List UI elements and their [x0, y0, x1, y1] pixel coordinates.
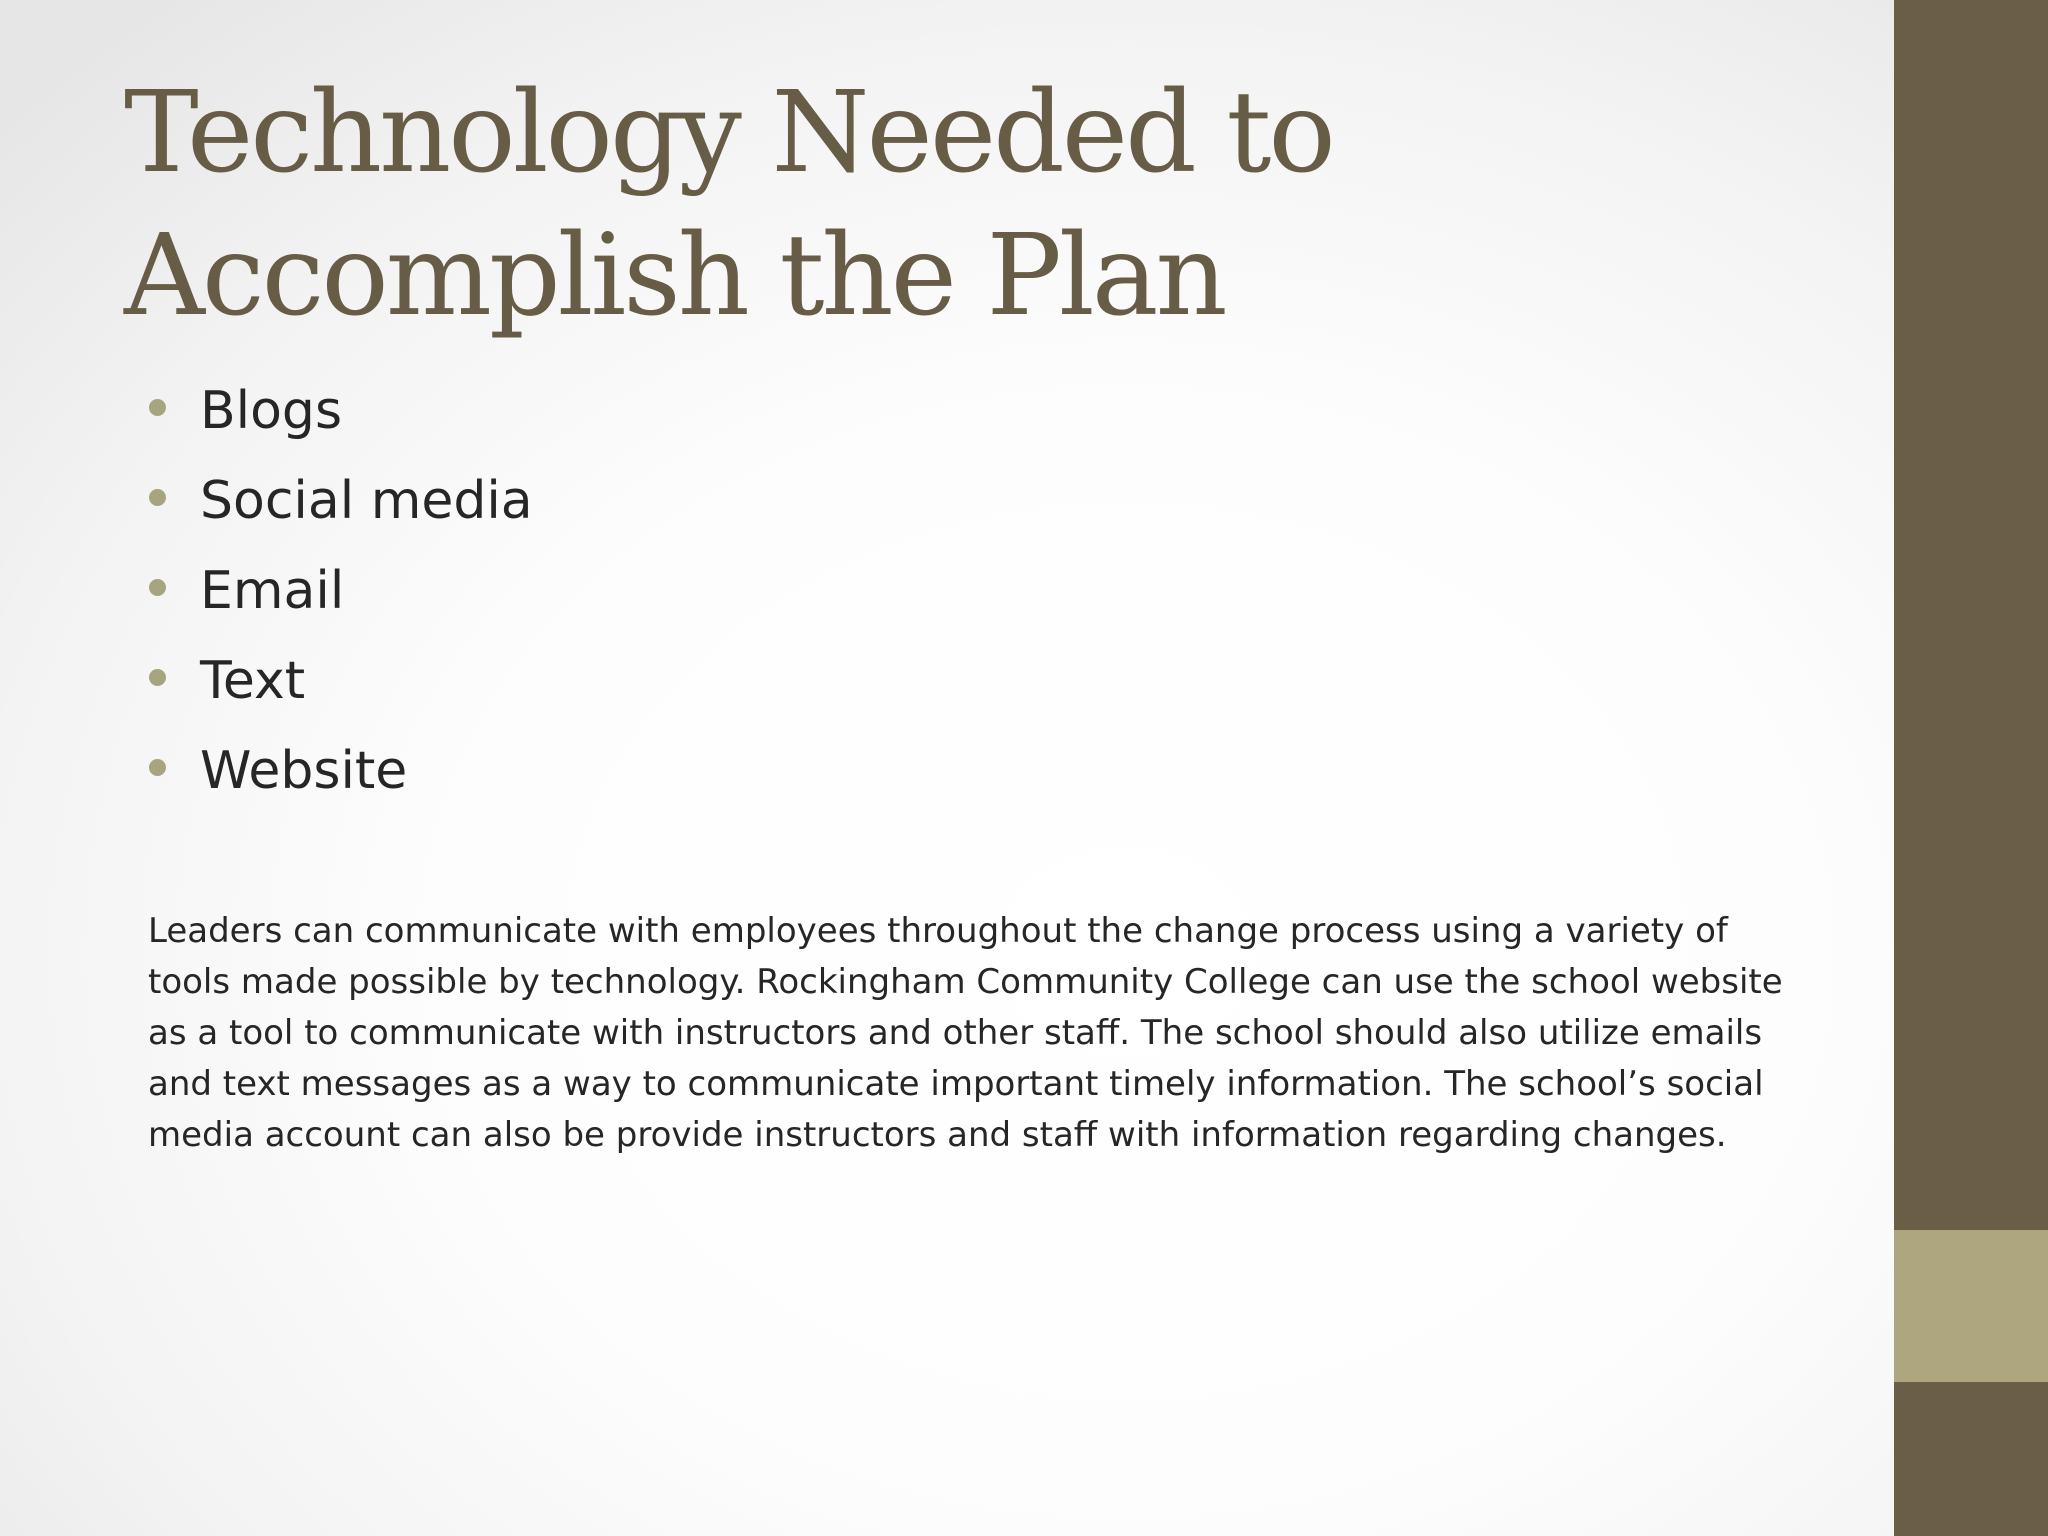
- bullet-item-text: [146, 636, 533, 726]
- bullet-item-blogs: [146, 366, 533, 456]
- bullet-dot-icon: [149, 579, 166, 596]
- bullet-dot-icon: [149, 669, 166, 686]
- body-paragraph: Leaders can communicate with employees throughout the change process using a variety of tools made possible by technology. Rockingham Community College can use the school website as a tool to communicate with instructors and other staff. The school should also utilize emails and text messages as a way to communicate important timely information. The school’s social media account can also be provide instructors and staff with information regarding changes.: [148, 911, 1783, 1155]
- bullet-label: Social media: [200, 471, 533, 531]
- bullet-label: Email: [200, 561, 345, 621]
- bullet-label: Blogs: [200, 381, 343, 441]
- bullet-list: [146, 366, 533, 816]
- bullet-label: Text: [200, 651, 306, 711]
- bullet-dot-icon: [149, 489, 166, 506]
- bullet-item-social-media: [146, 456, 533, 546]
- bullet-item-website: [146, 726, 533, 816]
- side-decoration-accent: [1894, 1230, 2048, 1382]
- bullet-item-email: [146, 546, 533, 636]
- bullet-dot-icon: [149, 399, 166, 416]
- bullet-label: Website: [200, 741, 408, 801]
- slide-title: Technology Needed to Accomplish the Plan: [124, 68, 1333, 341]
- bullet-dot-icon: [149, 759, 166, 776]
